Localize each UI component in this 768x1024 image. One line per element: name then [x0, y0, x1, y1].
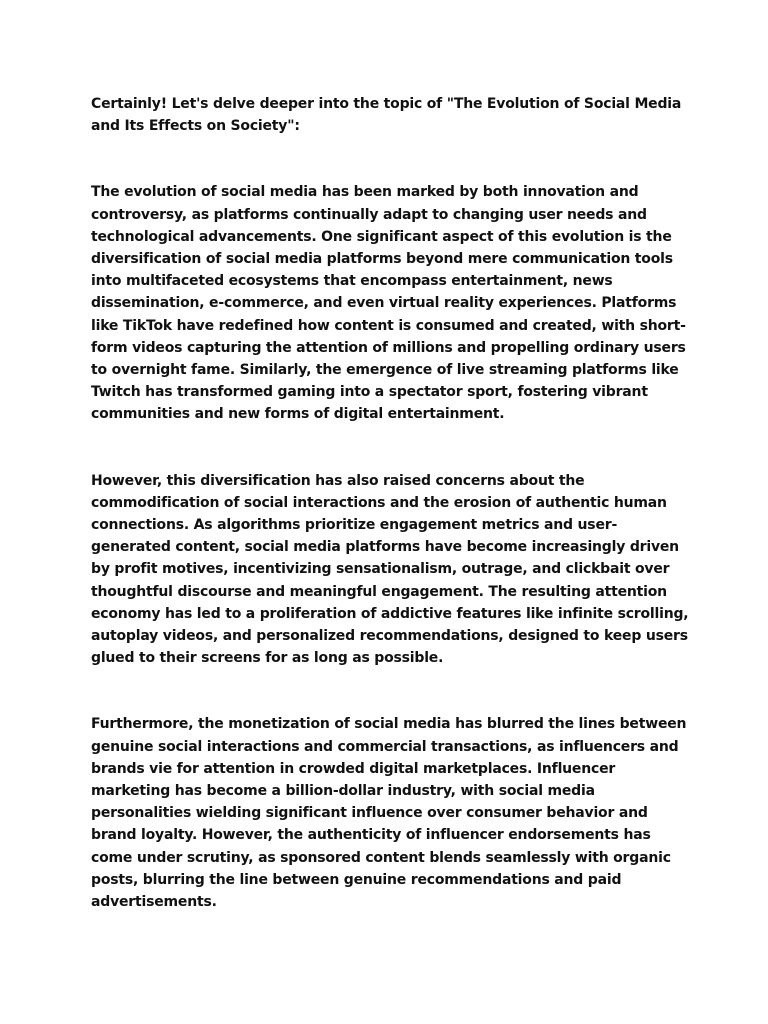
body-paragraph: The evolution of social media has been marked by both innovation and controversy, as platforms continually adapt to changing user needs and technological advancements. One significant aspect of this evolution is the diversification of social media platforms beyond mere communication tools into multifaceted ecosystems that encompass entertainment, news dissemination, e-commerce, and even virtual reality experiences. Platforms like TikTok have redefined how content is consumed and created, with short-form videos capturing the attention of millions and propelling ordinary users to overnight fame. Similarly, the emergence of live streaming platforms like Twitch has transformed gaming into a spectator sport, fostering vibrant communities and new forms of digital entertainment. [91, 184, 686, 423]
body-paragraph: Furthermore, the monetization of social media has blurred the lines between genuine social interactions and commercial transactions, as influencers and brands vie for attention in crowded digital marketplaces. Influencer marketing has become a billion-dollar industry, with social media personalities wielding significant influence over consumer behavior and brand loyalty. However, the authenticity of influencer endorsements has come under scrutiny, as sponsored content blends seamlessly with organic posts, blurring the line between genuine recommendations and paid advertisements. [91, 716, 687, 911]
body-paragraph: However, this diversification has also raised concerns about the commodification of social interactions and the erosion of authentic human connections. As algorithms prioritize engagement metrics and user-generated content, social media platforms have become increasingly driven by profit motives, incentivizing sensationalism, outrage, and clickbait over thoughtful discourse and meaningful engagement. The resulting attention economy has led to a proliferation of addictive features like infinite scrolling, autoplay videos, and personalized recommendations, designed to keep users glued to their screens for as long as possible. [91, 472, 689, 667]
document-page [91, 93, 691, 913]
intro-paragraph: Certainly! Let's delve deeper into the topic of "The Evolution of Social Media and Its Effects on Society": [91, 96, 682, 135]
